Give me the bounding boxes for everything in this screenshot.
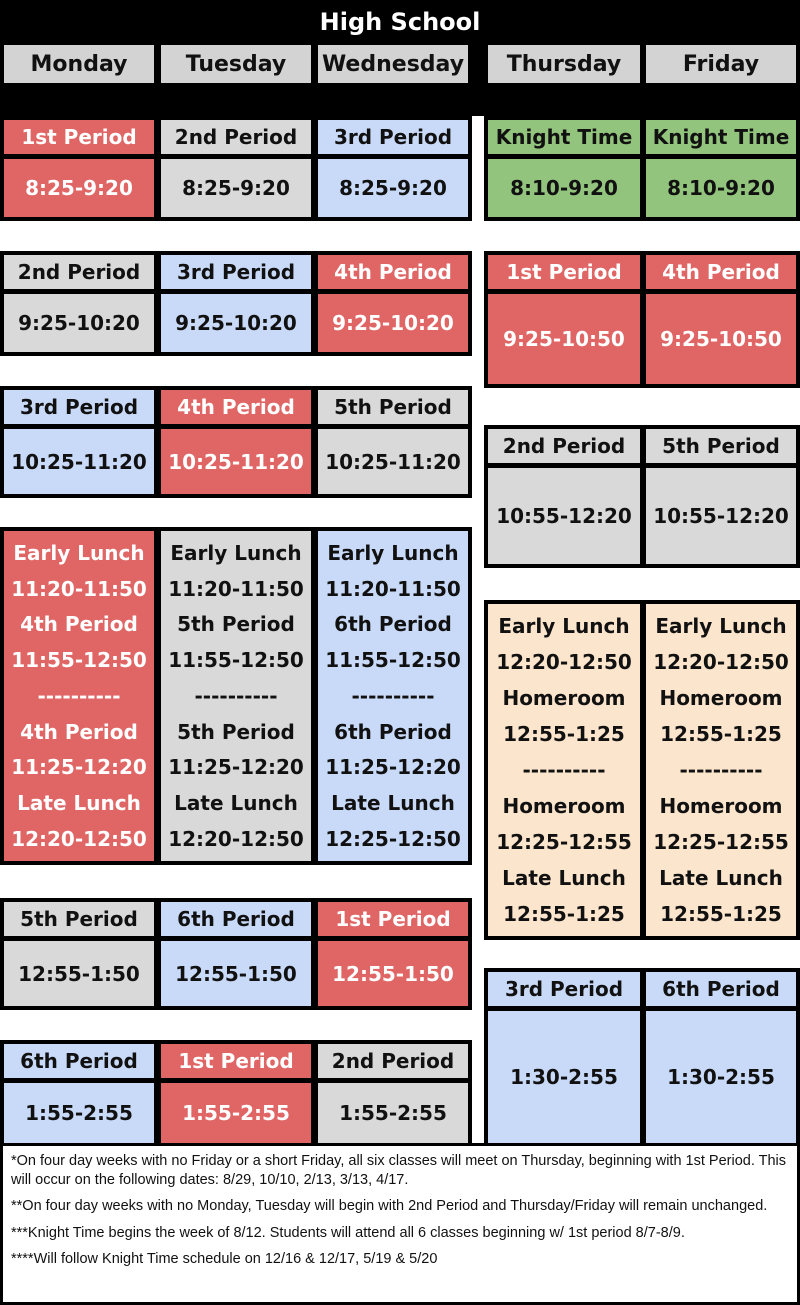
lunch-divider: ---------- xyxy=(522,758,606,782)
period-time: 10:25-11:20 xyxy=(4,429,154,494)
period-time: 12:55-1:50 xyxy=(4,941,154,1006)
lunch-line: 4th Period xyxy=(20,612,138,637)
lunch-schedule-friday xyxy=(646,604,796,936)
period-label: 1st Period xyxy=(161,1044,311,1078)
footnote: **On four day weeks with no Monday, Tuesday will begin with 2nd Period and Thursday/Friday will remain unchanged. xyxy=(11,1198,768,1215)
lunch-line: Early Lunch xyxy=(655,614,787,638)
lunch-line: 11:55-12:50 xyxy=(11,648,147,673)
lunch-line: Early Lunch xyxy=(170,540,302,565)
lunch-line: 6th Period xyxy=(334,612,452,637)
lunch-line: 11:20-11:50 xyxy=(168,576,304,601)
lunch-line: 5th Period xyxy=(177,612,295,637)
period-time: 8:25-9:20 xyxy=(4,159,154,217)
period-label: 4th Period xyxy=(161,390,311,424)
footnote: ****Will follow Knight Time schedule on 12/16 & 12/17, 5/19 & 5/20 xyxy=(11,1251,438,1268)
lunch-line: 11:55-12:50 xyxy=(168,648,304,673)
period-time: 9:25-10:20 xyxy=(318,294,468,352)
lunch-line: 5th Period xyxy=(177,719,295,744)
period-time: 9:25-10:50 xyxy=(488,294,640,384)
lunch-schedule-wednesday xyxy=(318,531,468,861)
lunch-line: Late Lunch xyxy=(174,791,298,816)
lunch-line: Homeroom xyxy=(502,686,626,710)
lunch-divider: ---------- xyxy=(351,683,435,708)
period-label: 3rd Period xyxy=(4,390,154,424)
page-title: High School xyxy=(0,0,800,44)
day-header-friday: Friday xyxy=(646,45,796,83)
lunch-line: 11:25-12:20 xyxy=(11,755,147,780)
lunch-divider: ---------- xyxy=(679,758,763,782)
period-label: 3rd Period xyxy=(488,972,640,1006)
lunch-line: 6th Period xyxy=(334,719,452,744)
lunch-line: Late Lunch xyxy=(659,866,783,890)
footnote: *On four day weeks with no Friday or a short Friday, all six classes will meet on Thursday, beginning with 1st Period. This will occur on the following dates: 8/29, 10/10, 2/13, 3/13, 4/17. xyxy=(11,1153,787,1188)
period-label: 1st Period xyxy=(4,120,154,154)
period-label: 4th Period xyxy=(318,255,468,289)
lunch-divider: ---------- xyxy=(194,683,278,708)
lunch-line: Homeroom xyxy=(502,794,626,818)
lunch-line: Early Lunch xyxy=(13,540,145,565)
lunch-line: 11:20-11:50 xyxy=(325,576,461,601)
period-label: 1st Period xyxy=(488,255,640,289)
period-label: 5th Period xyxy=(646,429,796,463)
period-label: 5th Period xyxy=(318,390,468,424)
lunch-line: 12:55-1:25 xyxy=(503,722,625,746)
period-label: 2nd Period xyxy=(488,429,640,463)
day-header-tuesday: Tuesday xyxy=(161,45,311,83)
day-header-monday: Monday xyxy=(4,45,154,83)
period-time: 1:55-2:55 xyxy=(318,1083,468,1143)
period-time: 10:55-12:20 xyxy=(488,468,640,564)
period-label: 5th Period xyxy=(4,902,154,936)
footnotes xyxy=(0,1143,800,1305)
period-time: 1:55-2:55 xyxy=(4,1083,154,1143)
lunch-line: 12:20-12:50 xyxy=(496,650,632,674)
lunch-line: 12:25-12:55 xyxy=(653,830,789,854)
period-label: 6th Period xyxy=(161,902,311,936)
period-label: 2nd Period xyxy=(161,120,311,154)
lunch-line: 12:55-1:25 xyxy=(660,902,782,926)
period-label: 2nd Period xyxy=(318,1044,468,1078)
lunch-line: 12:55-1:25 xyxy=(503,902,625,926)
lunch-line: Early Lunch xyxy=(327,540,459,565)
lunch-line: 11:25-12:20 xyxy=(325,755,461,780)
lunch-line: 12:25-12:55 xyxy=(496,830,632,854)
lunch-line: Homeroom xyxy=(659,686,783,710)
period-time: 12:55-1:50 xyxy=(318,941,468,1006)
period-time: 8:10-9:20 xyxy=(488,159,640,217)
period-label: 3rd Period xyxy=(161,255,311,289)
lunch-line: 12:25-12:50 xyxy=(325,827,461,851)
lunch-line: 11:20-11:50 xyxy=(11,576,147,601)
period-time: 8:25-9:20 xyxy=(161,159,311,217)
lunch-line: 4th Period xyxy=(20,719,138,744)
period-time: 9:25-10:20 xyxy=(4,294,154,352)
lunch-line: 11:25-12:20 xyxy=(168,755,304,780)
period-label: Knight Time xyxy=(488,120,640,154)
day-header-thursday: Thursday xyxy=(488,45,640,83)
lunch-line: 12:20-12:50 xyxy=(168,827,304,851)
period-label: 4th Period xyxy=(646,255,796,289)
period-label: 3rd Period xyxy=(318,120,468,154)
period-label: 2nd Period xyxy=(4,255,154,289)
period-label: Knight Time xyxy=(646,120,796,154)
lunch-line: Late Lunch xyxy=(17,791,141,816)
lunch-line: 11:55-12:50 xyxy=(325,648,461,673)
period-time: 1:30-2:55 xyxy=(488,1011,640,1143)
lunch-divider: ---------- xyxy=(37,683,121,708)
lunch-line: Late Lunch xyxy=(331,791,455,816)
period-time: 10:55-12:20 xyxy=(646,468,796,564)
lunch-schedule-tuesday xyxy=(161,531,311,861)
period-time: 1:30-2:55 xyxy=(646,1011,796,1143)
lunch-line: Late Lunch xyxy=(502,866,626,890)
period-label: 6th Period xyxy=(646,972,796,1006)
period-label: 6th Period xyxy=(4,1044,154,1078)
period-time: 10:25-11:20 xyxy=(318,429,468,494)
period-time: 12:55-1:50 xyxy=(161,941,311,1006)
lunch-line: Early Lunch xyxy=(498,614,630,638)
period-time: 8:10-9:20 xyxy=(646,159,796,217)
footnote: ***Knight Time begins the week of 8/12. Students will attend all 6 classes beginning w/ 1st period 8/7-8/9. xyxy=(11,1224,685,1241)
lunch-line: Homeroom xyxy=(659,794,783,818)
period-time: 1:55-2:55 xyxy=(161,1083,311,1143)
lunch-line: 12:55-1:25 xyxy=(660,722,782,746)
lunch-line: 12:20-12:50 xyxy=(11,827,147,851)
period-label: 1st Period xyxy=(318,902,468,936)
lunch-schedule-monday xyxy=(4,531,154,861)
lunch-schedule-thursday xyxy=(488,604,640,936)
lunch-line: 12:20-12:50 xyxy=(653,650,789,674)
day-header-wednesday: Wednesday xyxy=(318,45,468,83)
period-time: 10:25-11:20 xyxy=(161,429,311,494)
period-time: 9:25-10:20 xyxy=(161,294,311,352)
period-time: 8:25-9:20 xyxy=(318,159,468,217)
period-time: 9:25-10:50 xyxy=(646,294,796,384)
